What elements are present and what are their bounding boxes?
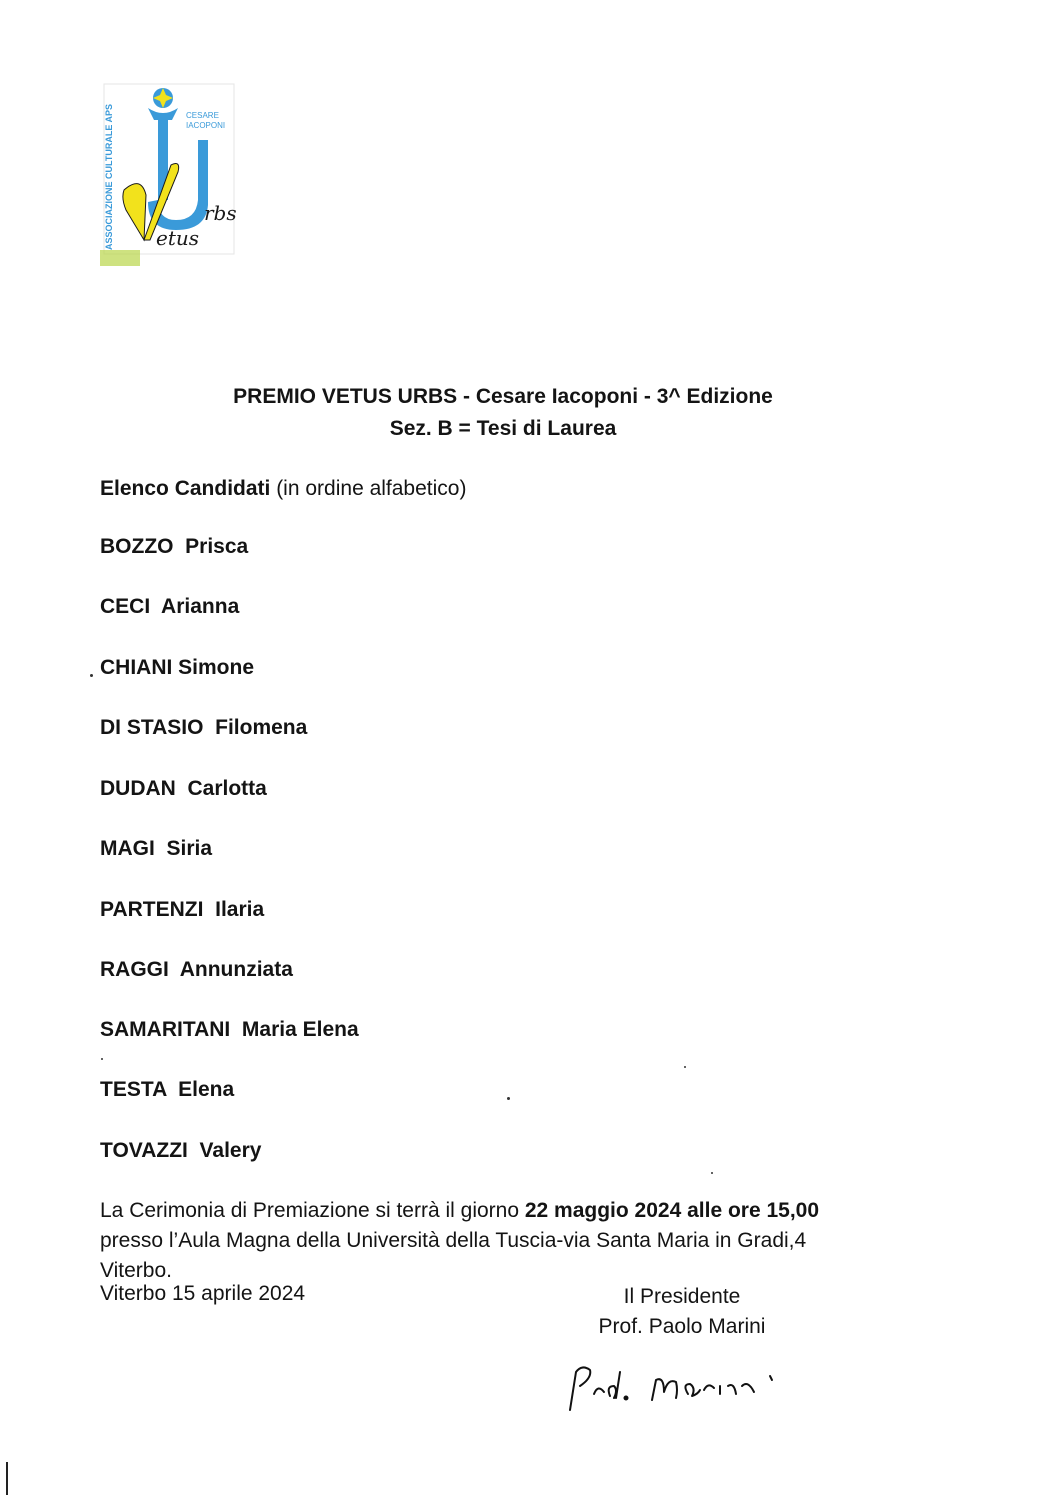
scan-speck xyxy=(101,1058,103,1060)
logo-urbs-text: rbs xyxy=(204,201,237,225)
ceremony-date-time: 22 maggio 2024 alle ore 15,00 xyxy=(524,1199,820,1222)
logo-name-line2: IACOPONI xyxy=(186,121,226,130)
candidates-intro-bold: Elenco Candidati xyxy=(100,477,271,500)
ceremony-location: presso l’Aula Magna della Università della Tuscia-via Santa Maria in Gradi,4 xyxy=(100,1229,807,1252)
candidate-item: DI STASIO Filomena xyxy=(100,716,308,739)
document-title: PREMIO VETUS URBS - Cesare Iacoponi - 3^ Edizione xyxy=(233,385,773,408)
scan-speck xyxy=(711,1172,713,1174)
logo-vetus-text: etus xyxy=(156,226,200,250)
ceremony-city: Viterbo. xyxy=(100,1259,172,1282)
scan-edge-mark xyxy=(6,1462,8,1495)
scan-speck xyxy=(684,1066,686,1068)
candidate-item: TOVAZZI Valery xyxy=(100,1139,262,1162)
document-subtitle: Sez. B = Tesi di Laurea xyxy=(389,417,617,440)
ceremony-text-start: La Cerimonia di Premiazione si terrà il giorno xyxy=(100,1199,525,1222)
candidate-item: MAGI Siria xyxy=(100,837,213,860)
logo-vertical-text: ASSOCIAZIONE CULTURALE APS xyxy=(104,103,114,250)
candidate-item: TESTA Elena xyxy=(100,1078,235,1101)
candidate-item: CECI Arianna xyxy=(100,595,240,618)
candidates-intro xyxy=(100,477,466,501)
signatory-name: Prof. Paolo Marini xyxy=(598,1315,766,1338)
candidate-item: BOZZO Prisca xyxy=(100,535,249,558)
place-date: Viterbo 15 aprile 2024 xyxy=(100,1282,306,1305)
candidates-intro-note: (in ordine alfabetico) xyxy=(270,477,467,500)
signatory-role: Il Presidente xyxy=(623,1285,741,1308)
scan-speck xyxy=(507,1097,510,1100)
handwritten-signature xyxy=(560,1350,810,1430)
signatory-block xyxy=(582,1282,782,1342)
candidate-item: CHIANI Simone xyxy=(100,656,255,679)
candidate-item: RAGGI Annunziata xyxy=(100,958,293,981)
association-logo xyxy=(86,80,256,270)
candidate-item: PARTENZI Ilaria xyxy=(100,898,265,921)
candidate-item: SAMARITANI Maria Elena xyxy=(100,1018,359,1041)
ceremony-paragraph xyxy=(100,1196,1000,1286)
logo-name-line1: CESARE xyxy=(186,111,219,120)
candidate-item: DUDAN Carlotta xyxy=(100,777,267,800)
scan-speck xyxy=(90,674,93,677)
